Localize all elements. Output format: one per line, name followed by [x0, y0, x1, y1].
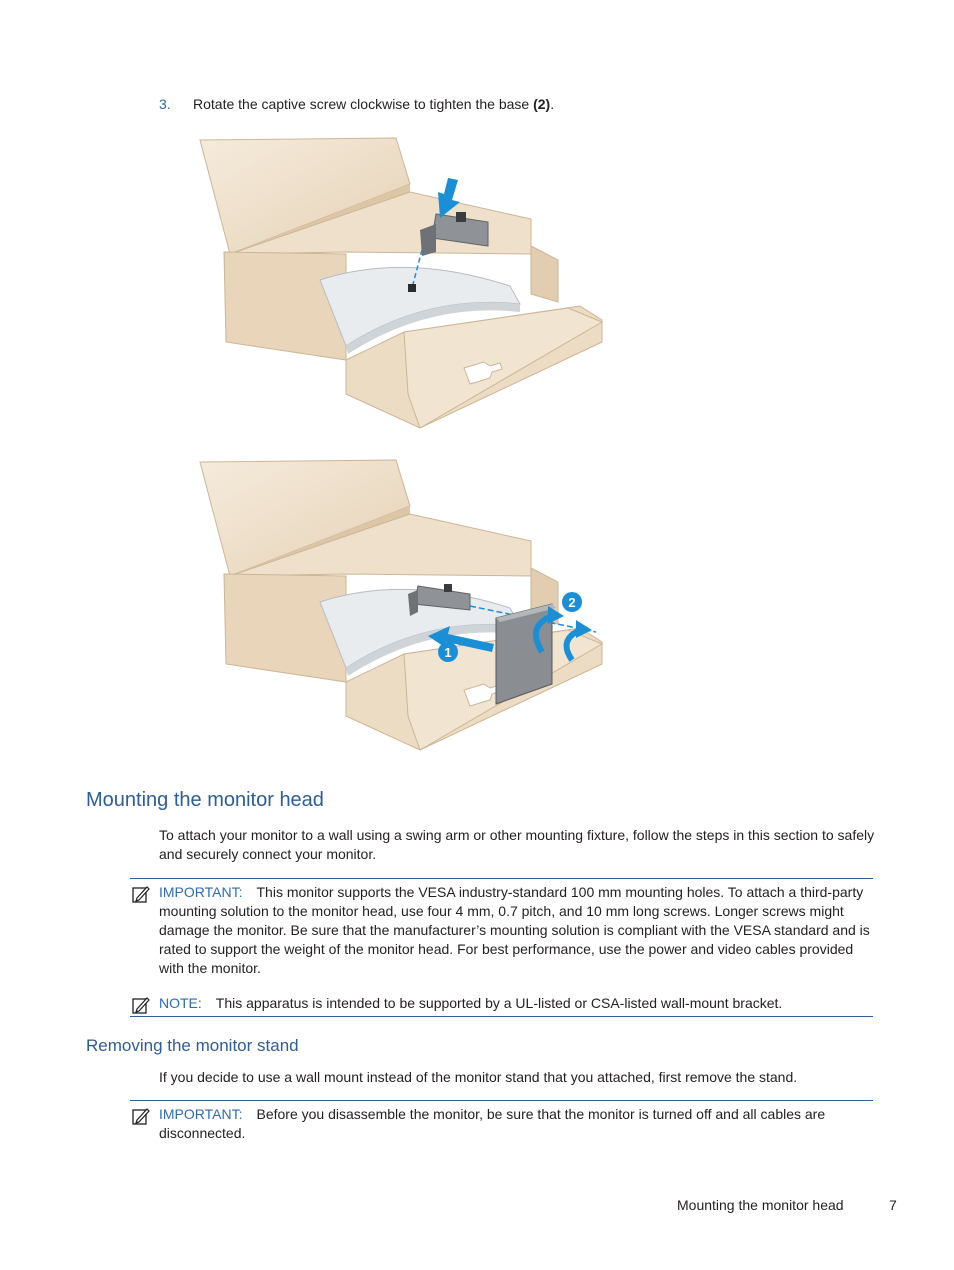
section-title: Mounting the monitor head	[86, 789, 324, 811]
note-text: This apparatus is intended to be supported by a UL-listed or CSA-listed wall-mount bracket.	[215, 995, 783, 1011]
subsection-intro: If you decide to use a wall mount instead of the monitor stand that you attached, first remove the stand.	[159, 1069, 798, 1085]
important-note-icon	[132, 885, 150, 903]
page-number: 7	[889, 1197, 897, 1213]
callout-rule-top	[130, 878, 873, 879]
subsection-title: Removing the monitor stand	[86, 1036, 299, 1055]
callout-rule-top-2	[130, 1100, 873, 1101]
section-intro: To attach your monitor to a wall using a swing arm or other mounting fixture, follow the steps in this section to safely and securely connect your monitor.	[159, 827, 875, 862]
step-text: Rotate the captive screw clockwise to tighten the base	[193, 96, 534, 112]
step-ref: (2)	[533, 96, 551, 112]
callout-1-label: 1	[444, 645, 452, 660]
step-3	[159, 96, 554, 112]
figure-attach-base	[196, 456, 608, 752]
note-callout	[130, 994, 873, 1013]
box-front-flap	[404, 308, 602, 428]
important-callout-2	[130, 1105, 873, 1143]
callout-1-badge	[438, 642, 458, 662]
note-label: NOTE:	[159, 995, 202, 1011]
footer-section-title: Mounting the monitor head	[677, 1197, 844, 1213]
important-note-icon	[132, 1107, 150, 1125]
important-label: IMPORTANT:	[159, 884, 243, 900]
important-text: Before you disassemble the monitor, be sure that the monitor is turned off and all cables are disconnected.	[159, 1106, 826, 1141]
callout-rule-bottom	[130, 1016, 873, 1017]
box-left-wall	[224, 252, 346, 360]
box-right-wing	[531, 246, 558, 302]
note-icon	[132, 996, 150, 1014]
important-label: IMPORTANT:	[159, 1106, 243, 1122]
callout-2-badge	[562, 592, 582, 612]
box-left-wall	[224, 574, 346, 682]
callout-2-label: 2	[568, 595, 576, 610]
captive-screw	[408, 284, 416, 292]
important-callout-1	[130, 883, 873, 978]
figure-tighten-screw	[196, 134, 608, 430]
step-suffix: .	[550, 96, 555, 112]
step-number: 3.	[159, 96, 171, 112]
important-text: This monitor supports the VESA industry-standard 100 mm mounting holes. To attach a third-party mounting solution to the monitor head, use four 4 mm, 0.7 pitch, and 10 mm long screws. Longer screws might damage the monitor. Be sure that the manufacturer’s mounting solution is compliant with the VESA standard and is rated to support the weight of the monitor head. For best performance, use the power and video cables provided with the monitor.	[159, 884, 870, 976]
